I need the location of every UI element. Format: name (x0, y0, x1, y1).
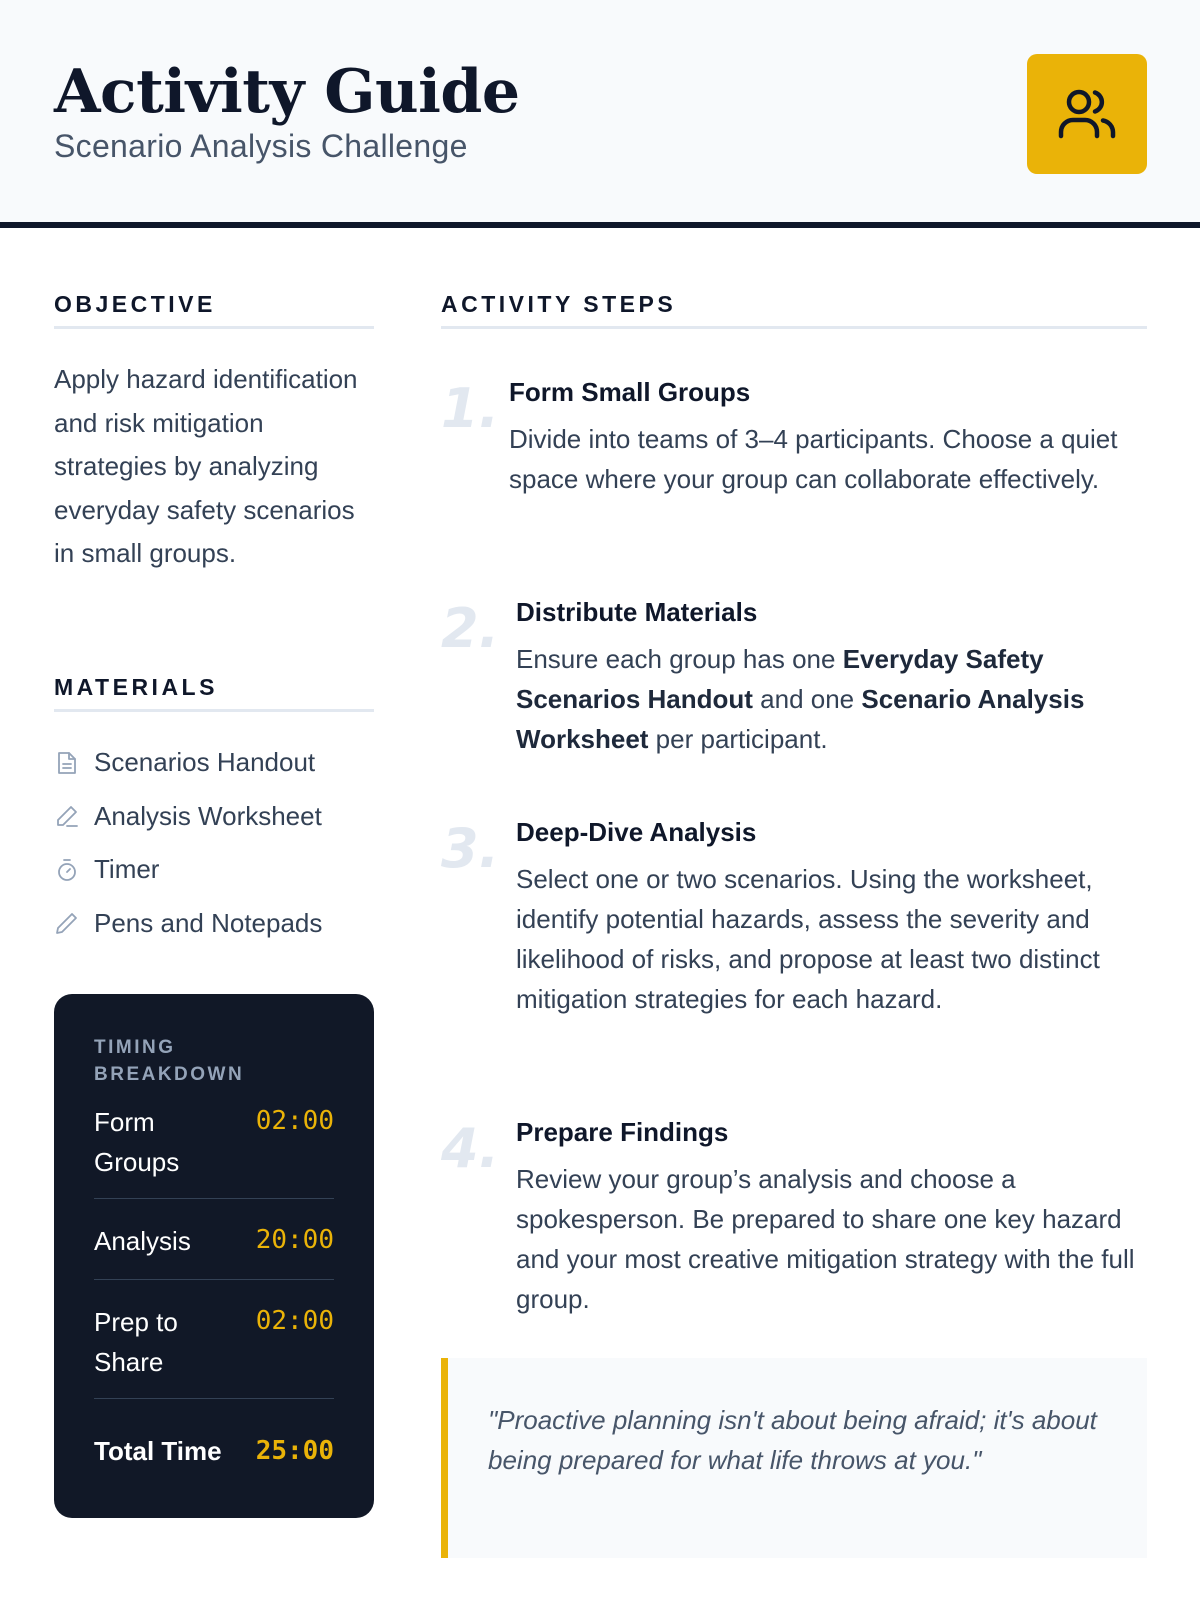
users-icon (1055, 82, 1119, 146)
document-icon (54, 750, 80, 776)
timing-label: Analysis (94, 1226, 191, 1256)
step-title: Distribute Materials (516, 597, 758, 627)
pencil-icon (54, 803, 80, 829)
page-title: Activity Guide (54, 57, 520, 127)
steps-heading: ACTIVITY STEPS (441, 291, 677, 317)
list-item (54, 736, 374, 790)
objective-divider (54, 326, 374, 329)
timing-row (94, 1102, 334, 1199)
list-item (54, 897, 374, 951)
timing-value: 02:00 (255, 1106, 334, 1136)
quote-text: "Proactive planning isn't about being afraid; it's about being prepared for what life throws at you." (488, 1405, 1097, 1475)
timing-label: Form Groups (94, 1107, 180, 1177)
timing-heading: TIMING BREAKDOWN (94, 1037, 245, 1085)
material-label: Pens and Notepads (94, 907, 323, 938)
list-item (54, 790, 374, 844)
step-description: Ensure each group has one Everyday Safety Scenarios Handout and one Scenario Analysis Worksheet per participant. (516, 644, 1085, 754)
pen-icon (54, 910, 80, 936)
list-item (54, 843, 374, 897)
step-number: 4. (441, 1117, 500, 1180)
timing-value: 02:00 (255, 1306, 334, 1336)
step-description: Select one or two scenarios. Using the worksheet, identify potential hazards, assess the severity and likelihood of risks, and propose at least two distinct mitigation strategies for each hazard. (516, 864, 1100, 1014)
step-description: Review your group’s analysis and choose a spokesperson. Be prepared to share one key hazard and your most creative mitigation strategy with the full group. (516, 1164, 1135, 1314)
step-item (441, 375, 1151, 555)
objective-text: Apply hazard identification and risk mitigation strategies by analyzing everyday safety scenarios in small groups. (54, 364, 358, 568)
materials-list (54, 736, 374, 950)
materials-heading: MATERIALS (54, 674, 218, 700)
timing-value: 20:00 (255, 1225, 334, 1255)
material-label: Analysis Worksheet (94, 800, 322, 831)
material-label: Timer (94, 854, 160, 885)
worksheet-name: Scenario Analysis Worksheet (516, 684, 1085, 754)
step-title: Deep-Dive Analysis (516, 817, 757, 847)
timing-row (94, 1199, 334, 1280)
step-title: Form Small Groups (509, 377, 751, 407)
group-badge (1027, 54, 1147, 174)
timing-total-label: Total Time (94, 1436, 222, 1466)
step-item (441, 815, 1151, 1075)
step-number: 2. (441, 597, 500, 660)
handout-name: Everyday Safety Scenarios Handout (516, 644, 1044, 714)
step-item (441, 1115, 1151, 1335)
materials-divider (54, 709, 374, 712)
step-number: 1. (441, 377, 500, 440)
page-header (0, 0, 1200, 228)
objective-heading: OBJECTIVE (54, 291, 216, 317)
page-subtitle: Scenario Analysis Challenge (54, 128, 468, 164)
timing-total-value: 25:00 (255, 1436, 334, 1466)
timing-total-row (94, 1399, 334, 1471)
step-description: Divide into teams of 3–4 participants. Choose a quiet space where your group can collaborate effectively. (509, 424, 1118, 494)
material-label: Scenarios Handout (94, 747, 316, 778)
timing-label: Prep to Share (94, 1307, 178, 1377)
step-title: Prepare Findings (516, 1117, 729, 1147)
timing-row (94, 1280, 334, 1399)
steps-divider (441, 326, 1147, 329)
quote-callout (441, 1358, 1147, 1558)
timing-breakdown-card (54, 994, 374, 1518)
step-item (441, 595, 1151, 775)
stopwatch-icon (54, 857, 80, 883)
step-number: 3. (441, 817, 500, 880)
